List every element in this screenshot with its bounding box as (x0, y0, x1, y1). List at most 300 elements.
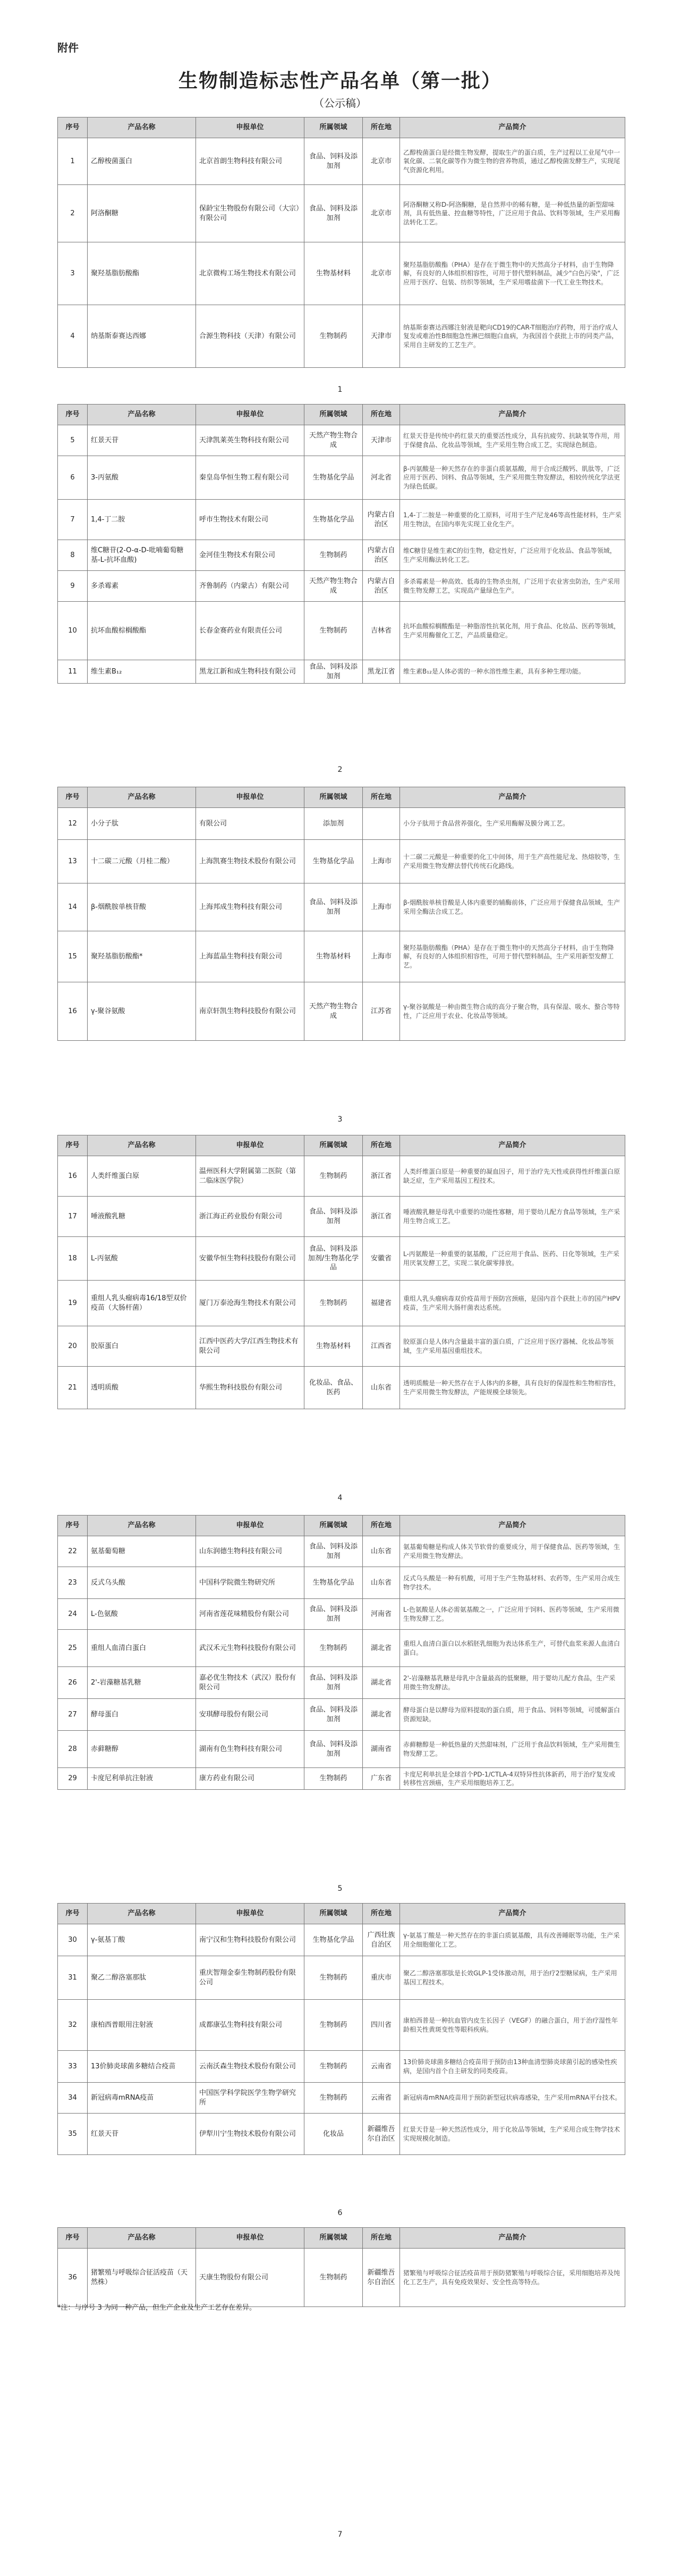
field-category: 食品、饲料及添加剂 (304, 1599, 363, 1630)
applicant-org: 黑龙江新和成生物科技有限公司 (196, 660, 304, 684)
table-row (58, 425, 625, 456)
applicant-org: 安琪酵母股份有限公司 (196, 1699, 304, 1731)
product-description: β-丙氨酸是一种天然存在的非蛋白质氨基酸，用于合成泛酸钙、肌肽等，广泛应用于医药、饲料、食品等领域，生产采用微生物发酵法，相较传统化学法更为绿色低碳。 (400, 456, 625, 500)
product-description: 13价肺炎球菌多糖结合疫苗用于预防由13种血清型肺炎球菌引起的感染性疾病，是国内首个自主研发的同类疫苗。 (400, 2051, 625, 2083)
table-row (58, 571, 625, 602)
location: 上海市 (363, 931, 400, 982)
field-category: 天然产物生物合成 (304, 571, 363, 602)
row-number: 8 (58, 540, 88, 571)
product-description: β-烟酰胺单核苷酸是人体内重要的辅酶前体，广泛应用于保健食品领域，生产采用全酶法合成工艺。 (400, 883, 625, 931)
table-row (58, 540, 625, 571)
column-header: 所在地 (363, 1135, 400, 1156)
row-number: 29 (58, 1768, 88, 1790)
product-name: 抗坏血酸棕榈酸酯 (88, 602, 196, 660)
product-description: 唾液酸乳糖是母乳中重要的功能性寡糖，用于婴幼儿配方食品等领域，生产采用生物合成工艺。 (400, 1197, 625, 1237)
field-category: 食品、饲料及添加剂 (304, 660, 363, 684)
applicant-org: 南京轩凯生物科技股份有限公司 (196, 982, 304, 1041)
product-name: 胶原蛋白 (88, 1326, 196, 1367)
table-row (58, 1156, 625, 1197)
field-category: 生物基材料 (304, 1326, 363, 1367)
location (363, 808, 400, 840)
location: 北京市 (363, 185, 400, 242)
row-number: 11 (58, 660, 88, 684)
table-row (58, 1768, 625, 1790)
column-header: 产品简介 (400, 1516, 625, 1536)
row-number: 31 (58, 1956, 88, 2000)
row-number: 35 (58, 2114, 88, 2155)
row-number: 1 (58, 138, 88, 185)
applicant-org: 华熙生物科技股份有限公司 (196, 1367, 304, 1409)
applicant-org: 厦门万泰沧海生物技术有限公司 (196, 1281, 304, 1326)
field-category: 食品、饲料及添加剂 (304, 138, 363, 185)
product-name: 重组人血清白蛋白 (88, 1630, 196, 1667)
applicant-org: 齐鲁制药（内蒙古）有限公司 (196, 571, 304, 602)
table-row (58, 2114, 625, 2155)
row-number: 33 (58, 2051, 88, 2083)
product-name: 人类纤维蛋白原 (88, 1156, 196, 1197)
applicant-org: 安徽华恒生物科技股份有限公司 (196, 1237, 304, 1281)
field-category: 天然产物生物合成 (304, 982, 363, 1041)
row-number: 18 (58, 1237, 88, 1281)
table-row (58, 1630, 625, 1667)
table-row (58, 2000, 625, 2051)
table-header-row (58, 405, 625, 425)
column-header: 申报单位 (196, 405, 304, 425)
product-name: 反式乌头酸 (88, 1567, 196, 1599)
product-description: 聚羟基脂肪酸酯（PHA）是存在于微生物中的天然高分子材料，由于生物降解，有良好的人体组织相容性，可用于替代塑料制品，生产采用新型发酵工艺。 (400, 931, 625, 982)
product-name: 猪繁殖与呼吸综合征活疫苗（天然株） (88, 2249, 196, 2307)
product-description: 十二碳二元酸是一种重要的化工中间体，用于生产高性能尼龙、热熔胶等，生产采用微生物发酵法替代传统石化路线。 (400, 840, 625, 883)
location: 湖北省 (363, 1667, 400, 1699)
product-description: 2'-岩藻糖基乳糖是母乳中含量最高的低聚糖，用于婴幼儿配方食品，生产采用微生物发酵法。 (400, 1667, 625, 1699)
column-header: 所在地 (363, 1904, 400, 1924)
product-name: 赤藓糖醇 (88, 1731, 196, 1768)
product-name: 乙醇梭菌蛋白 (88, 138, 196, 185)
location: 北京市 (363, 138, 400, 185)
row-number: 4 (58, 305, 88, 368)
applicant-org: 南宁汉和生物科技股份有限公司 (196, 1924, 304, 1956)
field-category: 生物基化学品 (304, 840, 363, 883)
table-row (58, 1956, 625, 2000)
row-number: 7 (58, 500, 88, 540)
table-row (58, 982, 625, 1041)
applicant-org: 保龄宝生物股份有限公司（大宗）有限公司 (196, 185, 304, 242)
column-header: 所属领域 (304, 787, 363, 808)
column-header: 产品名称 (88, 2228, 196, 2249)
product-name: 透明质酸 (88, 1367, 196, 1409)
location: 内蒙古自治区 (363, 500, 400, 540)
field-category: 生物制药 (304, 305, 363, 368)
field-category: 生物制药 (304, 602, 363, 660)
products-table (57, 1903, 625, 2155)
location: 安徽省 (363, 1237, 400, 1281)
product-name: 康柏西普眼用注射液 (88, 2000, 196, 2051)
product-name: 1,4-丁二胺 (88, 500, 196, 540)
applicant-org: 重庆智翔金泰生物制药股份有限公司 (196, 1956, 304, 2000)
row-number: 10 (58, 602, 88, 660)
column-header: 所属领域 (304, 1135, 363, 1156)
field-category: 生物制药 (304, 1768, 363, 1790)
product-description: 抗坏血酸棕榈酸酯是一种脂溶性抗氧化剂，用于食品、化妆品、医药等领域，生产采用酶催化工艺，产品质量稳定。 (400, 602, 625, 660)
product-name: 阿洛酮糖 (88, 185, 196, 242)
product-name: 红景天苷 (88, 2114, 196, 2155)
row-number: 30 (58, 1924, 88, 1956)
row-number: 24 (58, 1599, 88, 1630)
column-header: 序号 (58, 1516, 88, 1536)
products-table (57, 1135, 625, 1409)
document-title: 生物制造标志性产品名单（第一批） (178, 70, 502, 92)
location: 浙江省 (363, 1197, 400, 1237)
row-number: 22 (58, 1536, 88, 1567)
column-header: 序号 (58, 405, 88, 425)
table-row (58, 931, 625, 982)
field-category: 化妆品 (304, 2114, 363, 2155)
product-name: 纳基斯泰赛达西娜 (88, 305, 196, 368)
table-row (58, 138, 625, 185)
field-category: 生物制药 (304, 1156, 363, 1197)
field-category: 生物基化学品 (304, 456, 363, 500)
table-row (58, 840, 625, 883)
row-number: 14 (58, 883, 88, 931)
page-number: 6 (337, 2209, 343, 2217)
product-name: 红景天苷 (88, 425, 196, 456)
product-name: 维C糖苷(2-O-α-D-吡喃葡萄糖基-L-抗坏血酸) (88, 540, 196, 571)
field-category: 生物基材料 (304, 242, 363, 305)
applicant-org: 温州医科大学附属第二医院（第二临床医学院） (196, 1156, 304, 1197)
table-header-row (58, 1135, 625, 1156)
field-category: 生物基化学品 (304, 1567, 363, 1599)
product-description: 卡度尼利单抗是全球首个PD-1/CTLA-4双特异性抗体新药，用于治疗复发或转移性宫颈癌，生产采用细胞培养工艺。 (400, 1768, 625, 1790)
column-header: 所属领域 (304, 405, 363, 425)
location: 江西省 (363, 1326, 400, 1367)
row-number: 16 (58, 982, 88, 1041)
product-description: 猪繁殖与呼吸综合征活疫苗用于预防猪繁殖与呼吸综合征，采用细胞培养及纯化工艺生产，具有免疫效果好、安全性高等特点。 (400, 2249, 625, 2307)
table-row (58, 500, 625, 540)
location: 山东省 (363, 1536, 400, 1567)
product-description: 赤藓糖醇是一种低热量的天然甜味剂，广泛用于食品饮料领域，生产采用微生物发酵工艺。 (400, 1731, 625, 1768)
row-number: 6 (58, 456, 88, 500)
column-header: 产品简介 (400, 405, 625, 425)
column-header: 产品简介 (400, 1135, 625, 1156)
product-name: β-烟酰胺单核苷酸 (88, 883, 196, 931)
row-number: 21 (58, 1367, 88, 1409)
applicant-org: 上海蓝晶生物科技有限公司 (196, 931, 304, 982)
field-category: 生物制药 (304, 540, 363, 571)
field-category: 生物基化学品 (304, 1924, 363, 1956)
applicant-org: 呼市生物技术有限公司 (196, 500, 304, 540)
table-row (58, 883, 625, 931)
document-subtitle: （公示稿） (313, 97, 367, 110)
column-header: 所在地 (363, 117, 400, 138)
location: 新疆维吾尔自治区 (363, 2249, 400, 2307)
product-description: 聚乙二醇洛塞那肽是长效GLP-1受体激动剂，用于治疗2型糖尿病，生产采用基因工程技术。 (400, 1956, 625, 2000)
table-row (58, 1197, 625, 1237)
field-category: 食品、饲料及添加剂 (304, 1731, 363, 1768)
table-row (58, 1924, 625, 1956)
field-category: 食品、饲料及添加剂 (304, 1536, 363, 1567)
row-number: 26 (58, 1667, 88, 1699)
location: 上海市 (363, 883, 400, 931)
product-description: 反式乌头酸是一种有机酸，可用于生产生物基材料、农药等，生产采用合成生物学技术。 (400, 1567, 625, 1599)
product-description: 多杀霉素是一种高效、低毒的生物杀虫剂，广泛用于农业害虫防治，生产采用微生物发酵工艺，实现高产量绿色生产。 (400, 571, 625, 602)
product-description: 重组人乳头瘤病毒双价疫苗用于预防宫颈癌，是国内首个获批上市的国产HPV疫苗，生产采用大肠杆菌表达系统。 (400, 1281, 625, 1326)
field-category: 食品、饲料及添加剂 (304, 1197, 363, 1237)
applicant-org: 湖南有色生物科技有限公司 (196, 1731, 304, 1768)
row-number: 2 (58, 185, 88, 242)
page-number: 7 (337, 2530, 343, 2539)
page-number: 5 (337, 1884, 343, 1893)
applicant-org: 康方药业有限公司 (196, 1768, 304, 1790)
field-category: 化妆品、食品、医药 (304, 1367, 363, 1409)
applicant-org: 江西中医药大学/江西生物技术有限公司 (196, 1326, 304, 1367)
column-header: 序号 (58, 787, 88, 808)
product-name: 唾液酸乳糖 (88, 1197, 196, 1237)
product-name: 酵母蛋白 (88, 1699, 196, 1731)
applicant-org: 合源生物科技（天津）有限公司 (196, 305, 304, 368)
column-header: 申报单位 (196, 1135, 304, 1156)
row-number: 34 (58, 2083, 88, 2114)
column-header: 所属领域 (304, 2228, 363, 2249)
product-description: 维C糖苷是维生素C的衍生物，稳定性好，广泛应用于化妆品、食品等领域，生产采用酶法转化工艺。 (400, 540, 625, 571)
product-name: 十二碳二元酸（月桂二酸） (88, 840, 196, 883)
applicant-org: 中国科学院微生物研究所 (196, 1567, 304, 1599)
location: 上海市 (363, 840, 400, 883)
row-number: 3 (58, 242, 88, 305)
column-header: 产品名称 (88, 405, 196, 425)
product-description: 重组人血清白蛋白以水稻胚乳细胞为表达体系生产，可替代血浆来源人血清白蛋白。 (400, 1630, 625, 1667)
page-number: 2 (337, 765, 343, 774)
table-header-row (58, 2228, 625, 2249)
table-row (58, 1699, 625, 1731)
applicant-org: 中国医学科学院医学生物学研究所 (196, 2083, 304, 2114)
column-header: 所在地 (363, 1516, 400, 1536)
column-header: 申报单位 (196, 1516, 304, 1536)
column-header: 申报单位 (196, 787, 304, 808)
column-header: 产品简介 (400, 787, 625, 808)
column-header: 所在地 (363, 787, 400, 808)
location: 北京市 (363, 242, 400, 305)
column-header: 产品名称 (88, 1904, 196, 1924)
location: 江苏省 (363, 982, 400, 1041)
applicant-org: 天康生物股份有限公司 (196, 2249, 304, 2307)
location: 新疆维吾尔自治区 (363, 2114, 400, 2155)
row-number: 16 (58, 1156, 88, 1197)
location: 内蒙古自治区 (363, 540, 400, 571)
field-category: 添加剂 (304, 808, 363, 840)
column-header: 所属领域 (304, 1904, 363, 1924)
location: 云南省 (363, 2051, 400, 2083)
field-category: 食品、饲料及添加剂 (304, 185, 363, 242)
location: 吉林省 (363, 602, 400, 660)
location: 内蒙古自治区 (363, 571, 400, 602)
applicant-org: 有限公司 (196, 808, 304, 840)
location: 四川省 (363, 2000, 400, 2051)
location: 黑龙江省 (363, 660, 400, 684)
row-number: 25 (58, 1630, 88, 1667)
product-description: 聚羟基脂肪酸酯（PHA）是存在于微生物中的天然高分子材料，由于生物降解，有良好的人体组织相容性，可用于替代塑料制品，减少"白色污染"，广泛应用于医疗、包装、纺织等领域，生产采用嗜盐菌下一代工业生物技术。 (400, 242, 625, 305)
product-name: L-色氨酸 (88, 1599, 196, 1630)
table-row (58, 2051, 625, 2083)
product-name: 2'-岩藻糖基乳糖 (88, 1667, 196, 1699)
product-description: 新冠病毒mRNA疫苗用于预防新型冠状病毒感染，生产采用mRNA平台技术。 (400, 2083, 625, 2114)
product-name: 聚乙二醇洛塞那肽 (88, 1956, 196, 2000)
location: 浙江省 (363, 1156, 400, 1197)
row-number: 36 (58, 2249, 88, 2307)
page-number: 3 (337, 1115, 343, 1124)
column-header: 申报单位 (196, 1904, 304, 1924)
table-row (58, 1599, 625, 1630)
table-row (58, 1367, 625, 1409)
table-row (58, 1536, 625, 1567)
table-row (58, 2083, 625, 2114)
location: 重庆市 (363, 1956, 400, 2000)
field-category: 生物制药 (304, 1956, 363, 2000)
row-number: 15 (58, 931, 88, 982)
location: 广东省 (363, 1768, 400, 1790)
column-header: 序号 (58, 2228, 88, 2249)
page-number: 4 (337, 1494, 343, 1502)
field-category: 天然产物生物合成 (304, 425, 363, 456)
location: 山东省 (363, 1567, 400, 1599)
field-category: 生物制药 (304, 2249, 363, 2307)
product-description: L-丙氨酸是一种重要的氨基酸，广泛应用于食品、医药、日化等领域，生产采用厌氧发酵工艺，实现二氧化碳零排放。 (400, 1237, 625, 1281)
row-number: 20 (58, 1326, 88, 1367)
row-number: 17 (58, 1197, 88, 1237)
location: 云南省 (363, 2083, 400, 2114)
table-header-row (58, 117, 625, 138)
attachment-label: 附件 (57, 41, 79, 54)
applicant-org: 嘉必优生物技术（武汉）股份有限公司 (196, 1667, 304, 1699)
row-number: 27 (58, 1699, 88, 1731)
column-header: 申报单位 (196, 117, 304, 138)
row-number: 5 (58, 425, 88, 456)
product-description: 维生素B₁₂是人体必需的一种水溶性维生素，具有多种生理功能。 (400, 660, 625, 684)
field-category: 食品、饲料及添加剂 (304, 1667, 363, 1699)
location: 湖南省 (363, 1731, 400, 1768)
location: 广西壮族自治区 (363, 1924, 400, 1956)
page-number: 1 (337, 385, 343, 394)
product-description: 透明质酸是一种天然存在于人体内的多糖，具有良好的保湿性和生物相容性，生产采用微生物发酵法，产能规模全球领先。 (400, 1367, 625, 1409)
table-row (58, 808, 625, 840)
row-number: 23 (58, 1567, 88, 1599)
location: 河北省 (363, 456, 400, 500)
product-name: 聚羟基脂肪酸酯* (88, 931, 196, 982)
column-header: 产品简介 (400, 1904, 625, 1924)
location: 山东省 (363, 1367, 400, 1409)
product-description: 康柏西普是一种抗血管内皮生长因子（VEGF）的融合蛋白，用于治疗湿性年龄相关性黄斑变性等眼科疾病。 (400, 2000, 625, 2051)
column-header: 产品名称 (88, 1516, 196, 1536)
product-name: 新冠病毒mRNA疫苗 (88, 2083, 196, 2114)
product-description: 红景天苷是传统中药红景天的重要活性成分，具有抗疲劳、抗缺氧等作用，用于保健食品、化妆品等领域，生产采用生物合成工艺，实现绿色制造。 (400, 425, 625, 456)
row-number: 12 (58, 808, 88, 840)
column-header: 产品简介 (400, 117, 625, 138)
applicant-org: 云南沃森生物技术股份有限公司 (196, 2051, 304, 2083)
footnote: *注：与序号 3 为同一种产品，但生产企业及生产工艺存在差异。 (57, 2304, 257, 2312)
table-row (58, 1281, 625, 1326)
applicant-org: 山东润德生物科技有限公司 (196, 1536, 304, 1567)
table-row (58, 185, 625, 242)
applicant-org: 金河佳生物技术有限公司 (196, 540, 304, 571)
product-name: 卡度尼利单抗注射液 (88, 1768, 196, 1790)
column-header: 序号 (58, 1904, 88, 1924)
table-row (58, 242, 625, 305)
applicant-org: 北京微构工场生物技术有限公司 (196, 242, 304, 305)
location: 湖北省 (363, 1630, 400, 1667)
table-row (58, 1731, 625, 1768)
product-description: γ-氨基丁酸是一种天然存在的非蛋白质氨基酸，具有改善睡眠等功能，生产采用全细胞催化工艺。 (400, 1924, 625, 1956)
table-row (58, 456, 625, 500)
products-table (57, 404, 625, 684)
applicant-org: 成都康弘生物科技有限公司 (196, 2000, 304, 2051)
product-description: 氨基葡萄糖是构成人体关节软骨的重要成分，用于保健食品、医药等领域，生产采用微生物发酵法。 (400, 1536, 625, 1567)
column-header: 产品名称 (88, 1135, 196, 1156)
column-header: 产品名称 (88, 787, 196, 808)
applicant-org: 天津凯莱英生物科技有限公司 (196, 425, 304, 456)
product-name: γ-聚谷氨酸 (88, 982, 196, 1041)
applicant-org: 河南省莲花味精股份有限公司 (196, 1599, 304, 1630)
location: 湖北省 (363, 1699, 400, 1731)
applicant-org: 上海凯赛生物技术股份有限公司 (196, 840, 304, 883)
applicant-org: 秦皇岛华恒生物工程有限公司 (196, 456, 304, 500)
table-row (58, 602, 625, 660)
table-row (58, 1667, 625, 1699)
table-row (58, 660, 625, 684)
field-category: 食品、饲料及添加剂/生物基化学品 (304, 1237, 363, 1281)
product-name: γ-氨基丁酸 (88, 1924, 196, 1956)
applicant-org: 武汉禾元生物科技股份有限公司 (196, 1630, 304, 1667)
product-description: 1,4-丁二胺是一种重要的化工原料，可用于生产尼龙46等高性能材料，生产采用生物法，在国内率先实现工业化生产。 (400, 500, 625, 540)
table-row (58, 305, 625, 368)
product-description: 胶原蛋白是人体内含量最丰富的蛋白质，广泛应用于医疗器械、化妆品等领域，生产采用基因重组技术。 (400, 1326, 625, 1367)
row-number: 13 (58, 840, 88, 883)
row-number: 19 (58, 1281, 88, 1326)
applicant-org: 北京首朗生物科技有限公司 (196, 138, 304, 185)
column-header: 产品名称 (88, 117, 196, 138)
column-header: 所属领域 (304, 117, 363, 138)
field-category: 食品、饲料及添加剂 (304, 1699, 363, 1731)
product-description: L-色氨酸是人体必需氨基酸之一，广泛应用于饲料、医药等领域，生产采用微生物发酵工艺。 (400, 1599, 625, 1630)
product-description: 乙醇梭菌蛋白是经微生物发酵，提取生产的蛋白质，生产过程以工业尾气中一氧化碳、二氧化碳等作为微生物的营养物质，通过乙醇梭菌发酵生产，实现尾气资源化利用。 (400, 138, 625, 185)
location: 天津市 (363, 305, 400, 368)
products-table (57, 1515, 625, 1790)
applicant-org: 浙江海正药业股份有限公司 (196, 1197, 304, 1237)
product-name: 聚羟基脂肪酸酯 (88, 242, 196, 305)
product-name: 重组人乳头瘤病毒16/18型双价疫苗（大肠杆菌） (88, 1281, 196, 1326)
table-row (58, 1237, 625, 1281)
location: 河南省 (363, 1599, 400, 1630)
applicant-org: 伊犁川宁生物技术股份有限公司 (196, 2114, 304, 2155)
column-header: 序号 (58, 1135, 88, 1156)
table-header-row (58, 787, 625, 808)
product-name: L-丙氨酸 (88, 1237, 196, 1281)
column-header: 所属领域 (304, 1516, 363, 1536)
table-header-row (58, 1516, 625, 1536)
product-description: γ-聚谷氨酸是一种由微生物合成的高分子聚合物，具有保湿、吸水、螯合等特性，广泛应用于农业、化妆品等领域。 (400, 982, 625, 1041)
field-category: 食品、饲料及添加剂 (304, 883, 363, 931)
row-number: 9 (58, 571, 88, 602)
row-number: 32 (58, 2000, 88, 2051)
product-name: 小分子肽 (88, 808, 196, 840)
product-description: 红景天苷是一种天然活性成分，用于化妆品等领域，生产采用合成生物学技术实现规模化制造。 (400, 2114, 625, 2155)
product-description: 阿洛酮糖又称D-阿洛酮糖，是自然界中的稀有糖，是一种低热量的新型甜味剂，具有低热量、控血糖等特性，广泛应用于食品、饮料等领域，生产采用酶法转化工艺。 (400, 185, 625, 242)
location: 福建省 (363, 1281, 400, 1326)
field-category: 生物制药 (304, 2051, 363, 2083)
product-description: 纳基斯泰赛达西娜注射液是靶向CD19的CAR-T细胞治疗药物，用于治疗成人复发或难治性B细胞急性淋巴细胞白血病，为我国首个获批上市的同类产品，采用自主研发的工艺生产。 (400, 305, 625, 368)
product-name: 氨基葡萄糖 (88, 1536, 196, 1567)
table-row (58, 1567, 625, 1599)
location: 天津市 (363, 425, 400, 456)
field-category: 生物基化学品 (304, 500, 363, 540)
